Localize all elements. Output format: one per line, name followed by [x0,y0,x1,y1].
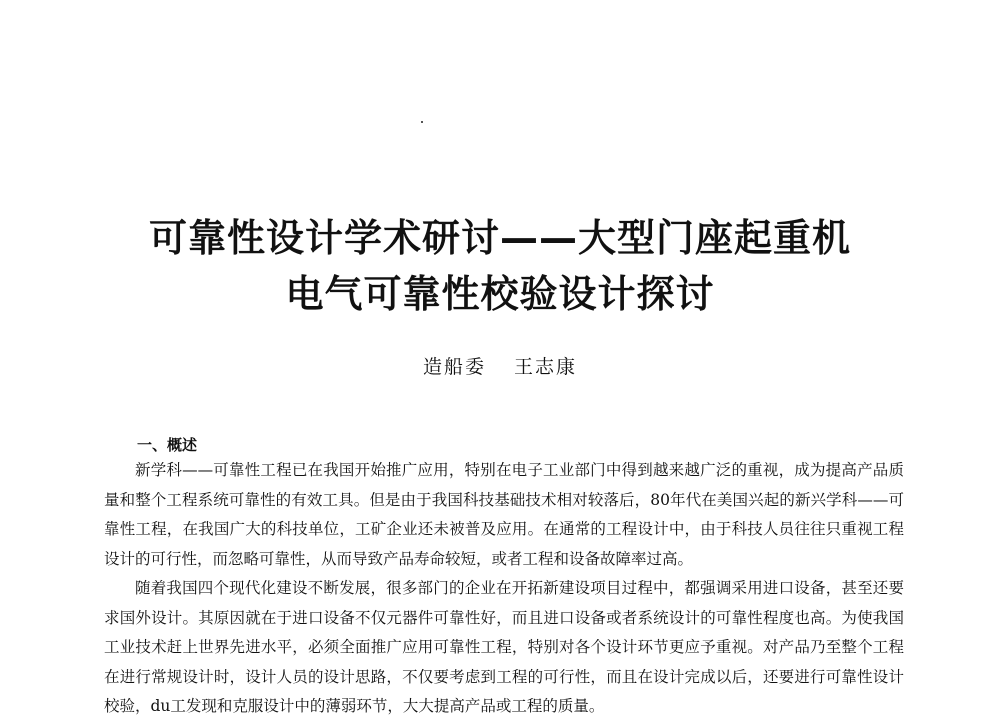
paragraph-1: 新学科——可靠性工程已在我国开始推广应用，特别在电子工业部门中得到越来越广泛的重视，成为提高产品质量和整个工程系统可靠性的有效工具。但是由于我国科技基础技术相对较落后，80年代在美国兴起的新兴学科——可靠性工程，在我国广大的科技单位，工矿企业还未被普及应用。在通常的工程设计中，由于科技人员往往只重视工程设计的可行性，而忽略可靠性，从而导致产品寿命较短，或者工程和设备故障率过高。 [104,461,904,568]
scan-speck [421,121,423,123]
body-text [104,456,904,722]
title-line-1: 可靠性设计学术研讨——大型门座起重机 [148,216,851,260]
paragraph-2: 随着我国四个现代化建设不断发展，很多部门的企业在开拓新建设项目过程中，都强调采用进口设备，甚至还要求国外设计。其原因就在于进口设备不仅元器件可靠性好，而且进口设备或者系统设计的可靠性程度也高。为使我国工业技术赶上世界先进水平，必须全面推广应用可靠性工程，特别对各个设计环节更应予重视。对产品乃至整个工程在进行常规设计时，设计人员的设计思路，不仅要考虑到工程的可行性，而且在设计完成以后，还要进行可靠性设计校验，du工发现和克服设计中的薄弱环节，大大提高产品或工程的质量。 [104,579,904,715]
author-name: 王志康 [514,356,578,378]
section-heading: 一、概述 [137,436,198,454]
author-affiliation: 造船委 [422,356,486,378]
paper-title [0,210,1000,322]
title-line-2: 电气可靠性校验设计探讨 [285,272,715,316]
author-line [0,352,1000,379]
